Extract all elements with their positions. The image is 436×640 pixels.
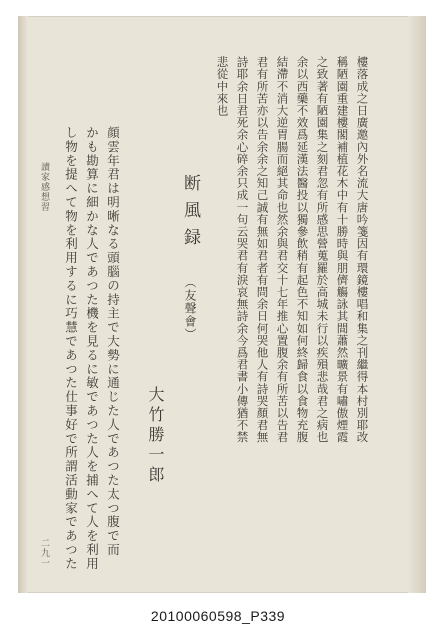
page-left-edge <box>18 16 28 593</box>
text-column: かも勘算に細かな人であつた機を見るに敏であつた人を捕へて人を利用 <box>84 126 100 571</box>
text-column: 余以西藥不效爲延漢法醫投以獨參飲稍有起色不知如何終歸食以食物充腹 <box>295 56 310 444</box>
text-column: 之致著有陋園集之刻君忽有所感思營蒐羅於高城未行以疾殞悲哉君之病也 <box>315 56 330 444</box>
text-column: 樓落成之日廣邀內外名流大唐吟箋因有環鏡樓唱和集之刊繼得本村別耶改 <box>355 56 370 444</box>
book-page <box>18 16 426 593</box>
article-author: 大竹勝一郎 <box>146 386 165 486</box>
text-column: 詩耶余日君死余心碎余只成一句云哭君有淚哀無詩余今爲君書小傳猶不禁 <box>235 56 250 444</box>
text-column: 君有所苦亦以告余余之知己誠有無如君者有問余日何哭他人有詩哭顏君無 <box>255 56 270 444</box>
image-caption: 20100060598_P339 <box>150 608 286 624</box>
page-right-edge <box>408 16 426 593</box>
running-head: 讀家感想習 <box>39 162 49 212</box>
page-number: 二九一 <box>39 538 49 568</box>
text-column: 稱陋園重建樓閣補植花木中有十勝時與朋儕觴詠其間蕭然曠景有嘯傲煙霞 <box>335 56 350 444</box>
article-subtitle: （友聲會） <box>183 276 197 341</box>
text-column: 悲從中來也 <box>215 56 230 117</box>
article-title: 断風録 <box>180 174 200 255</box>
text-column: 結滯不消大逆胃腸而絕其命也然余與君交十七年推心置腹余有所苦以告君 <box>275 56 290 444</box>
text-column: 顔雲年君は明晰なる頭腦の持主で大勢に通じた人であつた太つ腹で而 <box>105 126 121 557</box>
text-column: し物を提へて物を利用するに巧慧であつた仕事好で所謂活動家であつた <box>63 126 79 571</box>
